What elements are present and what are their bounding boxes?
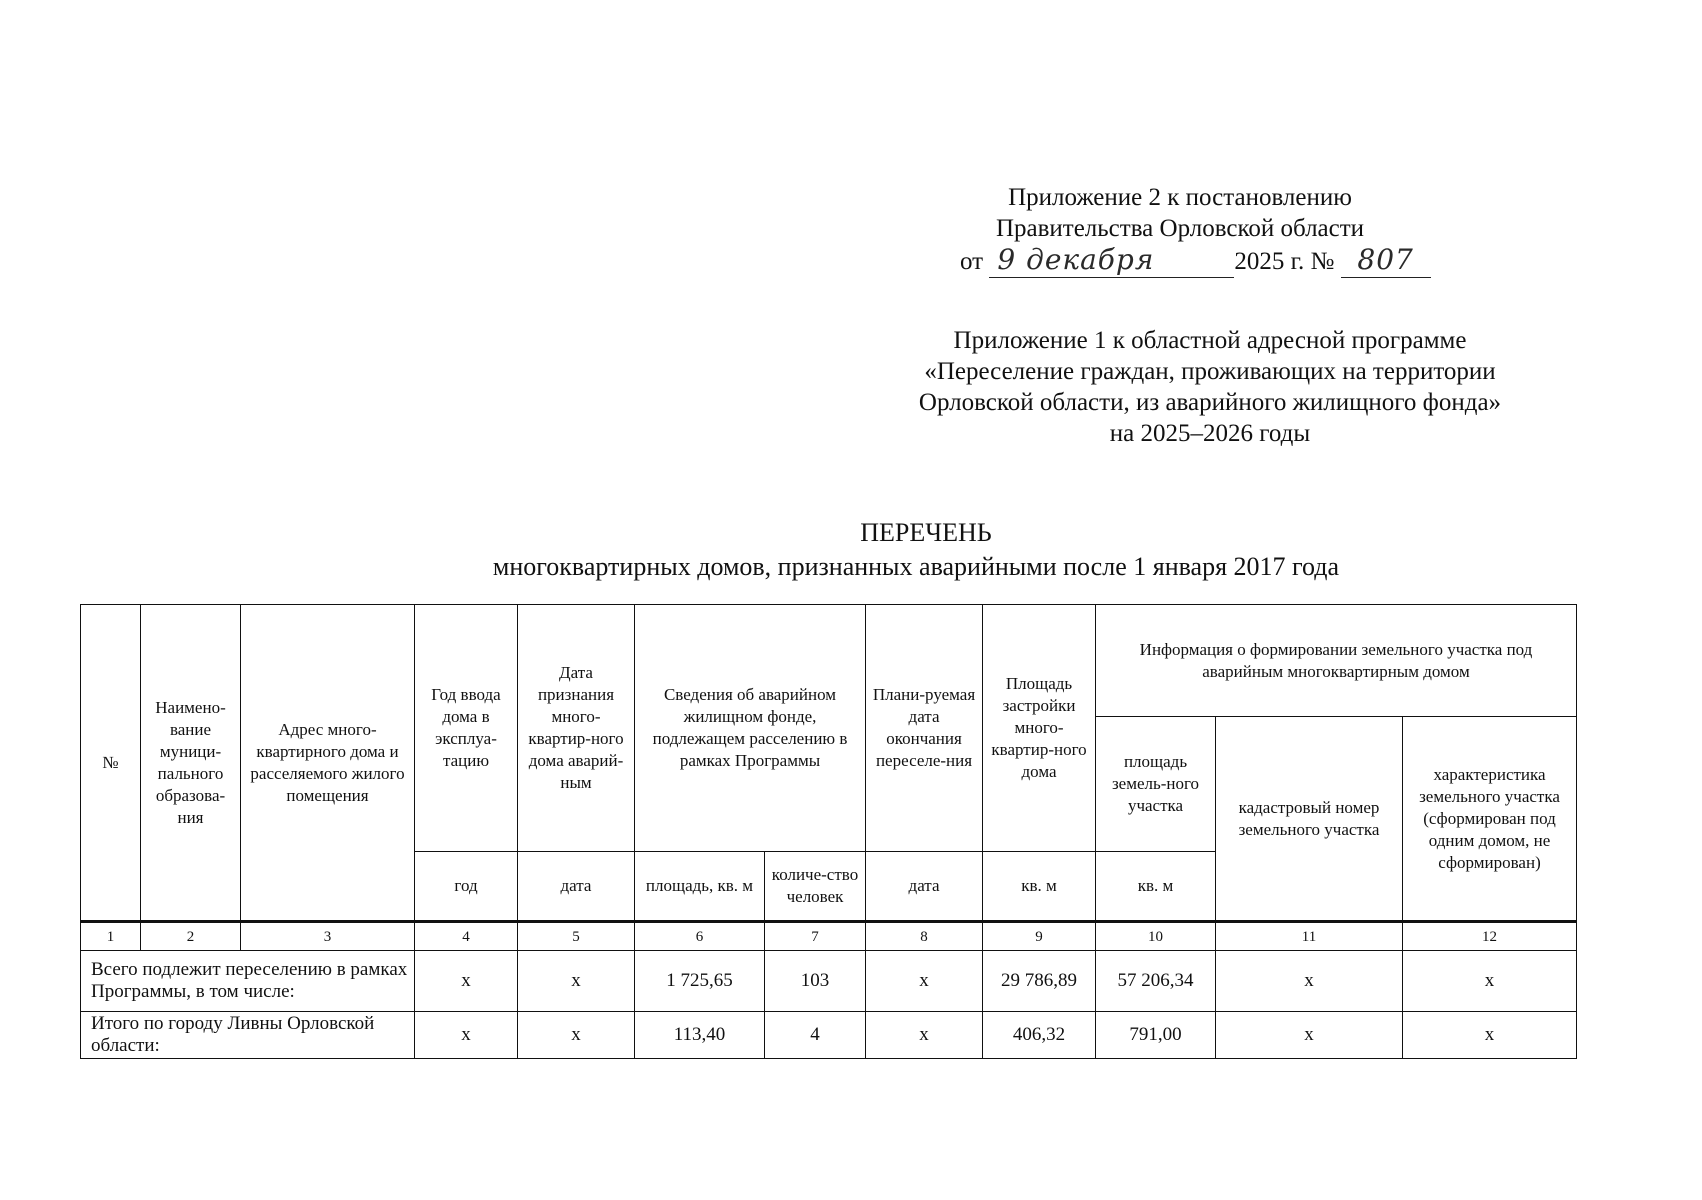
- header-date-recognized: Дата признания много-квартир-ного дома аварий-ным: [518, 605, 635, 852]
- header-address: Адрес много-квартирного дома и расселяемого жилого помещения: [241, 605, 415, 922]
- cell-area: 113,40: [635, 1012, 765, 1059]
- table-row-livny: [81, 1012, 1577, 1059]
- col-num: 5: [518, 922, 635, 951]
- table-row-total: [81, 951, 1577, 1012]
- order-prefix: от: [960, 248, 984, 275]
- appendix-1-line-2: «Переселение граждан, проживающих на территории: [924, 358, 1496, 385]
- cell-building-area: 29 786,89: [983, 951, 1096, 1012]
- row-label: Итого по городу Ливны Орловской области:: [81, 1012, 415, 1059]
- unit-land-area: кв. м: [1096, 852, 1216, 922]
- cell-date: х: [518, 951, 635, 1012]
- cell-char: х: [1403, 951, 1577, 1012]
- cell-land-area: 57 206,34: [1096, 951, 1216, 1012]
- unit-planned-date: дата: [866, 852, 983, 922]
- col-num: 12: [1403, 922, 1577, 951]
- header-planned-date: Плани-руемая дата окончания переселе-ния: [866, 605, 983, 852]
- col-num: 10: [1096, 922, 1216, 951]
- col-num: 6: [635, 922, 765, 951]
- cell-char: х: [1403, 1012, 1577, 1059]
- appendix-2-line-2: Правительства Орловской области: [995, 215, 1365, 242]
- col-num: 11: [1216, 922, 1403, 951]
- appendix-2-header: [960, 182, 1414, 278]
- col-num: 8: [866, 922, 983, 951]
- order-date-line: [960, 243, 1414, 278]
- header-cadastral: кадастровый номер земельного участка: [1216, 717, 1403, 922]
- col-num: 3: [241, 922, 415, 951]
- unit-people: количе-ство человек: [765, 852, 866, 922]
- appendix-2-line-1: Приложение 2 к постановлению: [1008, 184, 1352, 211]
- cell-people: 4: [765, 1012, 866, 1059]
- header-municipality: Наимено-вание муници-пального образова-ния: [141, 605, 241, 922]
- cell-land-area: 791,00: [1096, 1012, 1216, 1059]
- unit-building-area: кв. м: [983, 852, 1096, 922]
- col-num: 2: [141, 922, 241, 951]
- unit-area: площадь, кв. м: [635, 852, 765, 922]
- header-num: №: [81, 605, 141, 922]
- unit-year: год: [415, 852, 518, 922]
- cell-planned: х: [866, 1012, 983, 1059]
- col-num: 4: [415, 922, 518, 951]
- header-year-built: Год ввода дома в эксплуа-тацию: [415, 605, 518, 852]
- title-subtitle: многоквартирных домов, признанных аварийными после 1 января 2017 года: [492, 552, 1340, 581]
- header-building-area: Площадь застройки много-квартир-ного дома: [983, 605, 1096, 852]
- header-land-info: Информация о формировании земельного участка под аварийным многоквартирным домом: [1096, 605, 1577, 717]
- order-year: 2025 г. №: [1234, 248, 1335, 275]
- appendix-1-line-1: Приложение 1 к областной адресной программе: [953, 327, 1467, 354]
- cell-cadastral: х: [1216, 951, 1403, 1012]
- header-land-area: площадь земель-ного участка: [1096, 717, 1216, 852]
- col-num: 7: [765, 922, 866, 951]
- cell-building-area: 406,32: [983, 1012, 1096, 1059]
- cell-planned: х: [866, 951, 983, 1012]
- col-num: 9: [983, 922, 1096, 951]
- cell-year: х: [415, 951, 518, 1012]
- order-date-field: [989, 244, 1234, 278]
- houses-table: [80, 604, 1577, 1059]
- document-title: [0, 516, 1702, 584]
- title-main: ПЕРЕЧЕНЬ: [860, 518, 992, 547]
- order-number-field: [1341, 244, 1431, 278]
- appendix-1-line-3: Орловской области, из аварийного жилищного фонда»: [918, 389, 1502, 416]
- row-label: Всего подлежит переселению в рамках Программы, в том числе:: [81, 951, 415, 1012]
- cell-cadastral: х: [1216, 1012, 1403, 1059]
- cell-people: 103: [765, 951, 866, 1012]
- cell-area: 1 725,65: [635, 951, 765, 1012]
- col-num: 1: [81, 922, 141, 951]
- appendix-1-header: [860, 325, 1560, 449]
- handwritten-date: 9 декабря: [997, 243, 1155, 276]
- header-land-char: характеристика земельного участка (сформирован под одним домом, не сформирован): [1403, 717, 1577, 922]
- cell-date: х: [518, 1012, 635, 1059]
- handwritten-number: 807: [1357, 243, 1414, 276]
- appendix-1-line-4: на 2025–2026 годы: [1109, 420, 1311, 447]
- unit-date: дата: [518, 852, 635, 922]
- header-fund-info: Сведения об аварийном жилищном фонде, подлежащем расселению в рамках Программы: [635, 605, 866, 852]
- cell-year: х: [415, 1012, 518, 1059]
- column-number-row: [81, 922, 1577, 951]
